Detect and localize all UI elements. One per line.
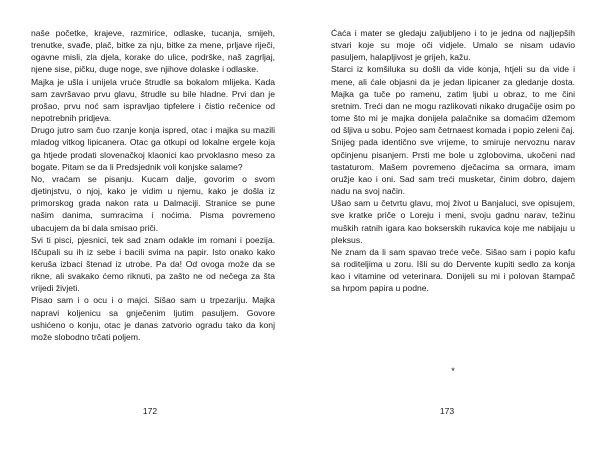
paragraph: Starci iz komšiluka su došli da vide konja, htjeli su da vide i mene, ali ćale objasni da je jedan lipicaner za gledanje dosta. Majka ga tuče po ramenu, zatim ljubi u obraz, to me čini sretnim. Treći dan ne mogu razlikovati nikako drugačije osim po tome što mi je majka donijela palačnike sa domaćim džemom od šljiva u sobu. Pojeo sam četrnaest komada i popio zeleni čaj. [331,64,575,136]
section-break-ornament: * [451,366,455,376]
paragraph: naše početke, krajeve, razmirice, odlaske, tucanja, smijeh, trenutke, svađe, plač, bitke za nju, bitke za mene, prljave riječi, ogavne misli, zla djela, korake do ulice, podrške, naš zagrljaj, njene sise, pičku, duge noge, sve njihove dolaske i odlaske. [31,28,275,75]
paragraph: Ušao sam u četvrtu glavu, moj život u Banjaluci, sve opisujem, sve kratke priče o Loreju i meni, svoju gadnu narav, težinu muških ratnih igara kao bokserskih rukavica koje me nabijaju u pleksus. [331,198,575,245]
paragraph: Svi ti pisci, pjesnici, tek sad znam odakle im romani i poezija. Iščupali su ih iz sebe i bacili svima na papir. Isto onako kako keruša izbaci štenad iz utrobe. Pa da! Od ovoga može da se rikne, ali svakako ćemo riknuti, pa zašto ne od nečega za šta vrijedi živjeti. [31,234,275,294]
paragraph: Majka je ušla i unijela vruće štrudle sa bokalom mlijeka. Kada sam završavao prvu glavu, štrudle su bile hladne. Prvi dan je prošao, prvu noć sam ispravljao tipfelere i čistio rečenice od nepotrebnih pridjeva. [31,76,275,124]
page-number-right: 173 [439,406,455,416]
paragraph: Pisao sam i o ocu i o majci. Sišao sam u trpezariju. Majka napravi koljenicu sa gnječenim ljutim pasuljem. Govore ushićeno o konju, otac je danas zatvorio ogradu tako da konj može slobodno trčati poljem. [31,295,275,342]
left-page-text [31,27,275,343]
right-page [300,0,600,450]
paragraph: No, vraćam se pisanju. Kucam dalje, govorim o svom djetinjstvu, o njoj, kako je vidim u njemu, kako je došla iz primorskog grada nakon rata u Dalmaciji. Stranice se pune našim danima, sumracima i noćima. Pisma povremeno ubacujem da bi dala smisao priči. [31,173,275,233]
paragraph: Snijeg pada identično sve vrijeme, to smiruje nervoznu narav opčinjenu pisanjem. Prsti me bole u zglobovima, ukočeni nad tastaturom. Mašem povremeno dječacima sa ormara, imam oružje kao i oni. Sad sam treći musketar, činim dobro, dajem nadu na svoj način. [331,137,575,197]
paragraph: Ćaća i mater se gledaju zaljubljeno i to je jedna od najljepših stvari koje su moje oči vidjele. Umalo se nisam udavio pasuljem, halapljivost je grijeh, kažu. [331,28,575,63]
paragraph: Drugo jutro sam čuo rzanje konja ispred, otac i majka su mazili mladog vitkog lipicanera. Otac ga otkupi od lokalne ergele koja ga htjede prodati slovenačkoj klaonici kao prvoklasno meso za bogate. Pitam se da li Predsjednik voli konjske salame? [31,125,275,172]
right-page-text [331,27,575,294]
page-number-left: 172 [142,406,158,416]
paragraph: Ne znam da li sam spavao treće veče. Sišao sam i popio kafu sa roditeljima u zoru. Išli su do Dervente kupiti sedlo za konja kao i vitamine od veterinara. Donijeli su mi i polovan štampač sa hrpom papira u podne. [331,246,575,294]
